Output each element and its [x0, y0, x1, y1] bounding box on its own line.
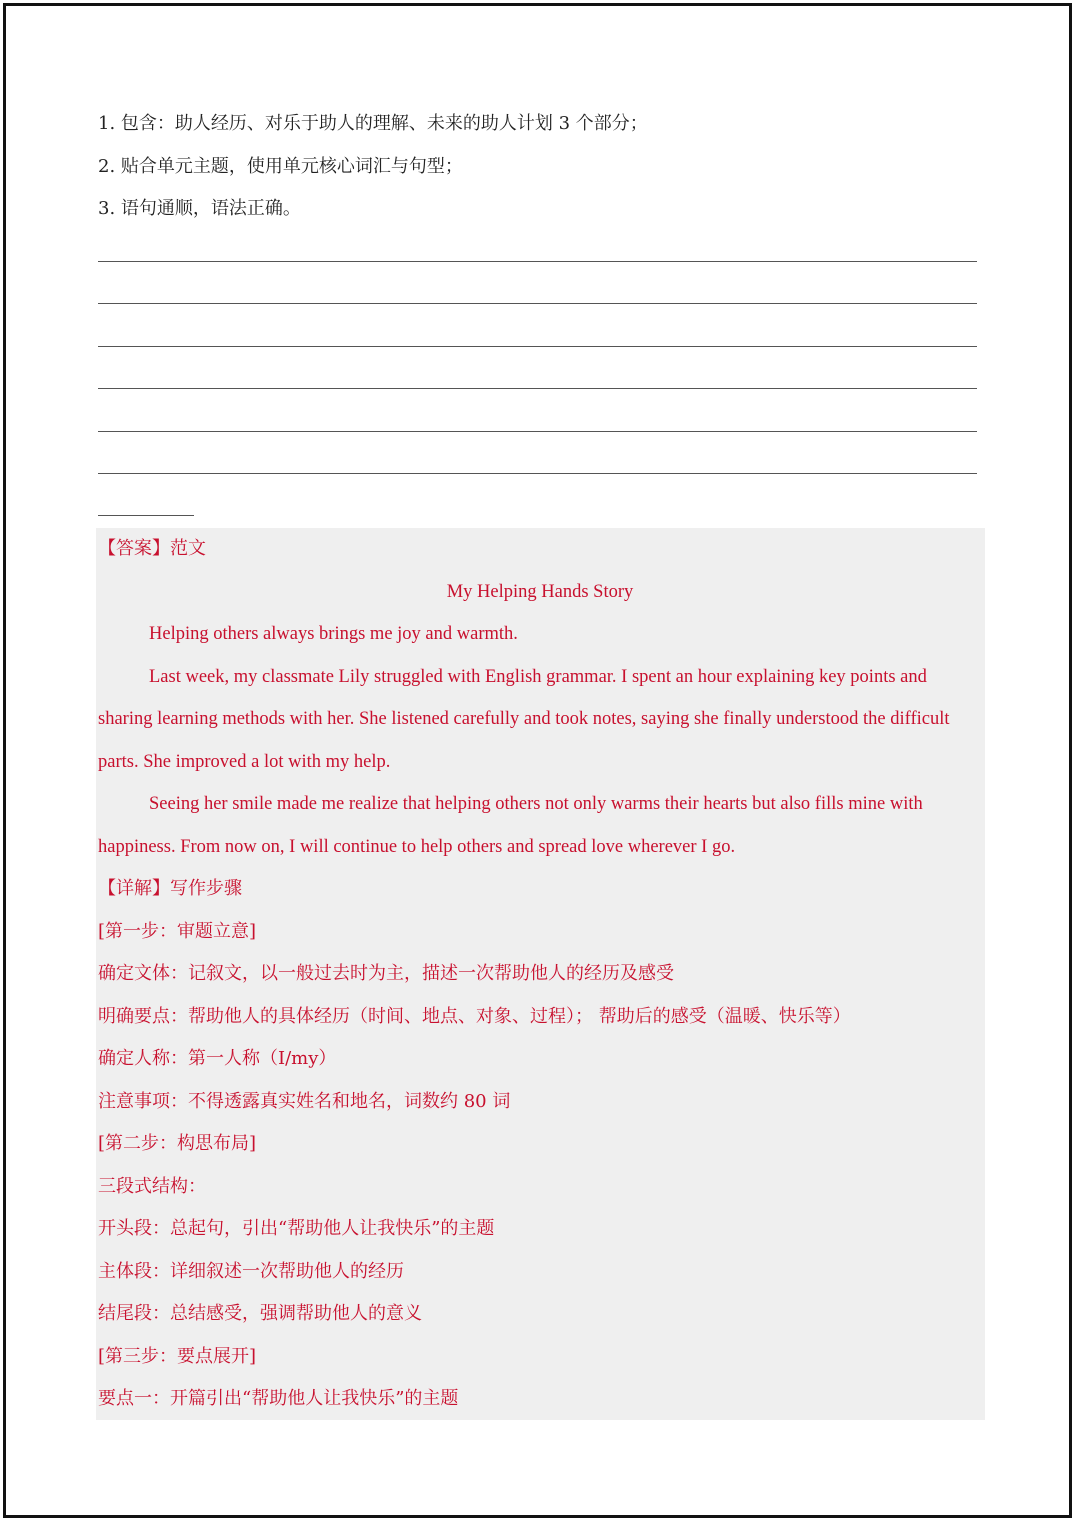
writing-line: [98, 346, 977, 347]
analysis-line: [第二步：构思布局]: [98, 1133, 257, 1154]
essay-line: parts. She improved a lot with my help.: [98, 752, 391, 772]
analysis-heading: 【详解】写作步骤: [98, 878, 242, 899]
essay-line: Last week, my classmate Lily struggled with English grammar. I spent an hour explaining key points and: [149, 667, 927, 687]
essay-line: sharing learning methods with her. She listened carefully and took notes, saying she finally understood the difficult: [98, 709, 950, 729]
requirement-item: 1. 包含：助人经历、对乐于助人的理解、未来的助人计划 3 个部分；: [98, 113, 648, 134]
writing-line: [98, 261, 977, 262]
writing-line-short: [98, 515, 194, 516]
analysis-line: 结尾段：总结感受，强调帮助他人的意义: [98, 1303, 422, 1324]
writing-line: [98, 303, 977, 304]
essay-line: Seeing her smile made me realize that helping others not only warms their hearts but also fills mine with: [149, 794, 923, 814]
writing-line: [98, 431, 977, 432]
analysis-line: 开头段：总起句，引出“帮助他人让我快乐”的主题: [98, 1218, 495, 1239]
analysis-line: [第一步：审题立意]: [98, 921, 257, 942]
analysis-line: 要点一：开篇引出“帮助他人让我快乐”的主题: [98, 1388, 459, 1409]
essay-line: Helping others always brings me joy and warmth.: [149, 624, 518, 644]
writing-line: [98, 473, 977, 474]
analysis-line: 确定文体：记叙文，以一般过去时为主，描述一次帮助他人的经历及感受: [98, 963, 674, 984]
analysis-line: 注意事项：不得透露真实姓名和地名，词数约 80 词: [98, 1091, 511, 1112]
analysis-line: 三段式结构：: [98, 1176, 206, 1197]
essay-line: happiness. From now on, I will continue to help others and spread love wherever I go.: [98, 837, 736, 857]
analysis-line: 明确要点：帮助他人的具体经历（时间、地点、对象、过程）； 帮助后的感受（温暖、快乐等）: [98, 1006, 851, 1027]
analysis-line: 确定人称：第一人称（I/my）: [98, 1048, 337, 1069]
requirement-item: 2. 贴合单元主题，使用单元核心词汇与句型；: [98, 156, 463, 177]
analysis-line: 主体段：详细叙述一次帮助他人的经历: [98, 1261, 404, 1282]
requirement-item: 3. 语句通顺，语法正确。: [98, 198, 301, 219]
essay-title: My Helping Hands Story: [446, 582, 634, 602]
writing-line: [98, 388, 977, 389]
answer-heading: 【答案】范文: [98, 538, 206, 559]
analysis-line: [第三步：要点展开]: [98, 1346, 257, 1367]
